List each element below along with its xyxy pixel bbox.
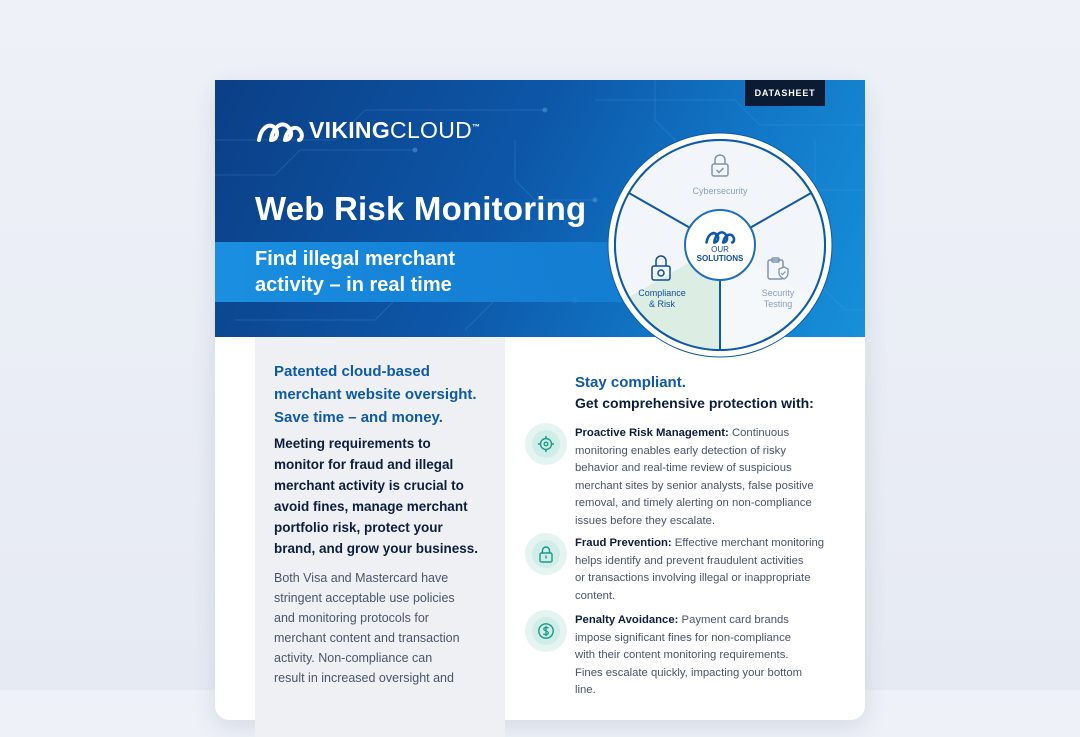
vikingcloud-logo bbox=[255, 116, 480, 144]
page-title: Web Risk Monitoring bbox=[255, 190, 587, 227]
logo-wordmark: VIKINGCLOUD™ bbox=[309, 116, 481, 143]
datasheet-badge: DATASHEET bbox=[745, 80, 825, 106]
feature-text: Fraud Prevention: Effective merchant monitoring helps identify and prevent fraudulent activities or transactions involving illegal or inappropriate content. bbox=[575, 537, 825, 602]
solutions-wheel bbox=[607, 132, 833, 358]
body-paragraph: Both Visa and Mastercard have stringent acceptable use policies and monitoring protocols for merchant content and transaction activity. Non-compliance can result in increased oversight and bbox=[274, 571, 460, 685]
segment-label-compliance: Compliance & Risk bbox=[638, 288, 686, 309]
feature-icon-badge bbox=[525, 533, 567, 575]
feature-icon-badge bbox=[525, 610, 567, 652]
hub-label-line2: SOLUTIONS bbox=[696, 254, 744, 263]
section-subheading: Get comprehensive protection with: bbox=[575, 395, 814, 411]
wave-logo-icon bbox=[255, 116, 305, 144]
feature-text: Proactive Risk Management: Continuous monitoring enables early detection of risky behavior and real-time review of suspicious merchant sites by senior analysts, false positive removal, and timely alerting on non-compliance issues before they escalate. bbox=[575, 427, 814, 527]
page-subtitle: Find illegal merchant activity – in real time bbox=[255, 248, 456, 296]
clipboard-shield-icon bbox=[765, 256, 789, 282]
datasheet-card bbox=[215, 80, 865, 720]
feature-text: Penalty Avoidance: Payment card brands impose significant fines for non-compliance with their content monitoring requirements. Fines escalate quickly, impacting your bottom line. bbox=[575, 614, 803, 697]
dollar-icon bbox=[537, 622, 555, 640]
section-heading: Stay compliant. bbox=[575, 374, 686, 391]
segment-label-cybersecurity: Cybersecurity bbox=[692, 186, 748, 196]
wave-logo-icon bbox=[703, 227, 737, 245]
target-icon bbox=[537, 435, 555, 453]
lead-heading: Patented cloud-based merchant website oversight. Save time – and money. bbox=[274, 363, 477, 426]
feature-icon-badge bbox=[525, 423, 567, 465]
hub-label-line1: OUR bbox=[711, 245, 729, 254]
lock-gear-icon bbox=[649, 254, 673, 282]
segment-label-security-testing: Security Testing bbox=[761, 288, 795, 309]
intro-paragraph: Meeting requirements to monitor for fraud and illegal merchant activity is crucial to avoid fines, manage merchant portfolio risk, protect your brand, and grow your business. bbox=[274, 436, 479, 556]
our-solutions-hub bbox=[684, 209, 756, 281]
lock-icon bbox=[709, 154, 731, 178]
warning-lock-icon bbox=[537, 545, 555, 563]
